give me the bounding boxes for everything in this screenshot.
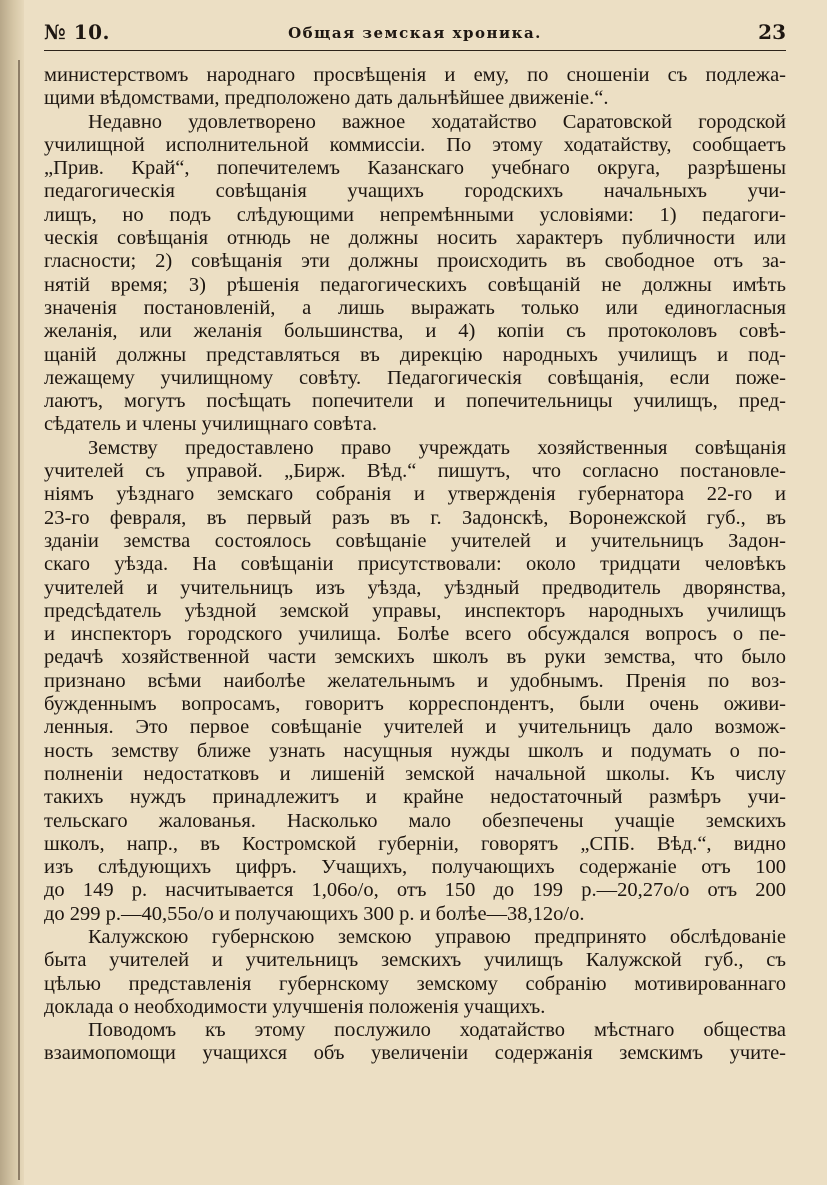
text-line: цѣлью представленія губернскому земскому собранію мотивированнаго xyxy=(44,972,786,995)
header-rule xyxy=(44,50,786,51)
text-line: признано всѣми наиболѣе желательнымъ и удобнымъ. Пренія по воз- xyxy=(44,669,786,692)
text-line: ніямъ уѣзднаго земскаго собранія и утвержденія губернатора 22-го и xyxy=(44,483,786,506)
text-line: нятій время; 3) рѣшенія педагогическихъ совѣщаній не должны имѣть xyxy=(44,273,786,296)
issue-number: № 10. xyxy=(44,20,110,44)
text-line: министерствомъ народнаго просвѣщенія и ему, по сношеніи съ подлежа- xyxy=(44,64,786,86)
text-line: школъ, напр., въ Костромской губерніи, говорятъ „СПБ. Вѣд.“, видно xyxy=(44,832,786,855)
running-header xyxy=(44,18,786,48)
text-line: зданіи земства состоялось совѣщаніе учителей и учительницъ Задон- xyxy=(44,529,786,552)
text-line: лежащему училищному совѣту. Педагогическія совѣщанія, если поже- xyxy=(44,366,786,389)
text-line: доклада о необходимости улучшенія положенія учащихъ. xyxy=(44,995,546,1018)
text-line: щими вѣдомствами, предположено дать дальнѣйшее движеніе.“. xyxy=(44,87,609,110)
text-line: щаній должны представляться въ дирекцію народныхъ училищъ и под- xyxy=(44,343,786,366)
text-line: редачѣ хозяйственной части земскихъ школъ въ руки земства, что было xyxy=(44,646,786,669)
text-line: Земству предоставлено право учреждать хозяйственныя совѣщанія xyxy=(88,436,786,459)
text-line: 23-го февраля, въ первый разъ въ г. Задонскѣ, Воронежской губ., въ xyxy=(44,506,786,529)
text-line: „Прив. Край“, попечителемъ Казанскаго учебнаго округа, разрѣшены xyxy=(44,157,786,180)
text-line: лаютъ, могутъ посѣщать попечители и попечительницы училищъ, пред- xyxy=(44,390,786,413)
paragraph xyxy=(44,437,786,926)
text-line: полненіи недостатковъ и лишеній земской начальной школы. Къ числу xyxy=(44,762,786,785)
text-line: значенія постановленій, а лишь выражать только или единогласныя xyxy=(44,296,786,319)
text-line: училищной исполнительной коммиссіи. По этому ходатайству, сообщаетъ xyxy=(44,133,786,156)
paragraph xyxy=(44,64,786,111)
text-line: учителей и учительницъ изъ уѣзда, уѣздный предводитель дворянства, xyxy=(44,576,786,599)
text-line: Недавно удовлетворено важное ходатайство Саратовской городской xyxy=(88,110,786,133)
text-line: гласности; 2) совѣщанія эти должны происходить въ свободное отъ за- xyxy=(44,250,786,273)
text-line: изъ слѣдующихъ цифръ. Учащихъ, получающихъ содержаніе отъ 100 xyxy=(44,856,786,879)
text-line: тельскаго жалованья. Насколько мало обезпечены учащіе земскихъ xyxy=(44,809,786,832)
section-title: Общая земская хроника. xyxy=(288,24,542,42)
text-line: ность земству ближе узнать насущныя нужды школъ и подумать о по- xyxy=(44,739,786,762)
text-line: Калужскою губернскою земскою управою предпринято обслѣдованіе xyxy=(88,925,786,948)
text-line: желанія, или желанія большинства, и 4) копіи съ протоколовъ совѣ- xyxy=(44,320,786,343)
text-line: взаимопомощи учащихся объ увеличеніи содержанія земскимъ учите- xyxy=(44,1042,786,1065)
text-line: и инспекторъ городского училища. Болѣе всего обсуждался вопросъ о пе- xyxy=(44,623,786,646)
text-line: скаго уѣзда. На совѣщаніи присутствовали: около тридцати человѣкъ xyxy=(44,553,786,576)
text-line: предсѣдатель уѣздной земской управы, инспекторъ народныхъ училищъ xyxy=(44,599,786,622)
book-spine xyxy=(0,0,24,1185)
text-line: до 299 р.—40,55о/о и получающихъ 300 р. и болѣе—38,12о/о. xyxy=(44,902,585,925)
page-number: 23 xyxy=(758,20,786,44)
article-text xyxy=(44,64,786,1066)
text-line: педагогическія совѣщанія учащихъ городскихъ начальныхъ учи- xyxy=(44,180,786,203)
text-line: ленныя. Это первое совѣщаніе учителей и учительницъ дало возмож- xyxy=(44,716,786,739)
paragraph xyxy=(44,111,786,437)
paragraph xyxy=(44,926,786,1019)
text-line: такихъ нуждъ принадлежитъ и крайне недостаточный размѣръ учи- xyxy=(44,786,786,809)
text-line: быта учителей и учительницъ земскихъ училищъ Калужской губ., съ xyxy=(44,949,786,972)
text-line: бужденнымъ вопросамъ, говоритъ корреспондентъ, были очень оживи- xyxy=(44,693,786,716)
text-line: сѣдатель и члены училищнаго совѣта. xyxy=(44,413,378,436)
text-line: до 149 р. насчитывается 1,06о/о, отъ 150 до 199 р.—20,27о/о отъ 200 xyxy=(44,879,786,902)
text-line: учителей съ управой. „Бирж. Вѣд.“ пишутъ, что согласно постановле- xyxy=(44,460,786,483)
paragraph xyxy=(44,1019,786,1066)
text-line: лищъ, но подъ слѣдующими непремѣнными условіями: 1) педагоги- xyxy=(44,203,786,226)
text-line: Поводомъ къ этому послужило ходатайство мѣстнаго общества xyxy=(88,1019,786,1042)
text-line: ческія совѣщанія отнюдь не должны носить характеръ публичности или xyxy=(44,227,786,250)
binding-edge xyxy=(18,60,20,1180)
